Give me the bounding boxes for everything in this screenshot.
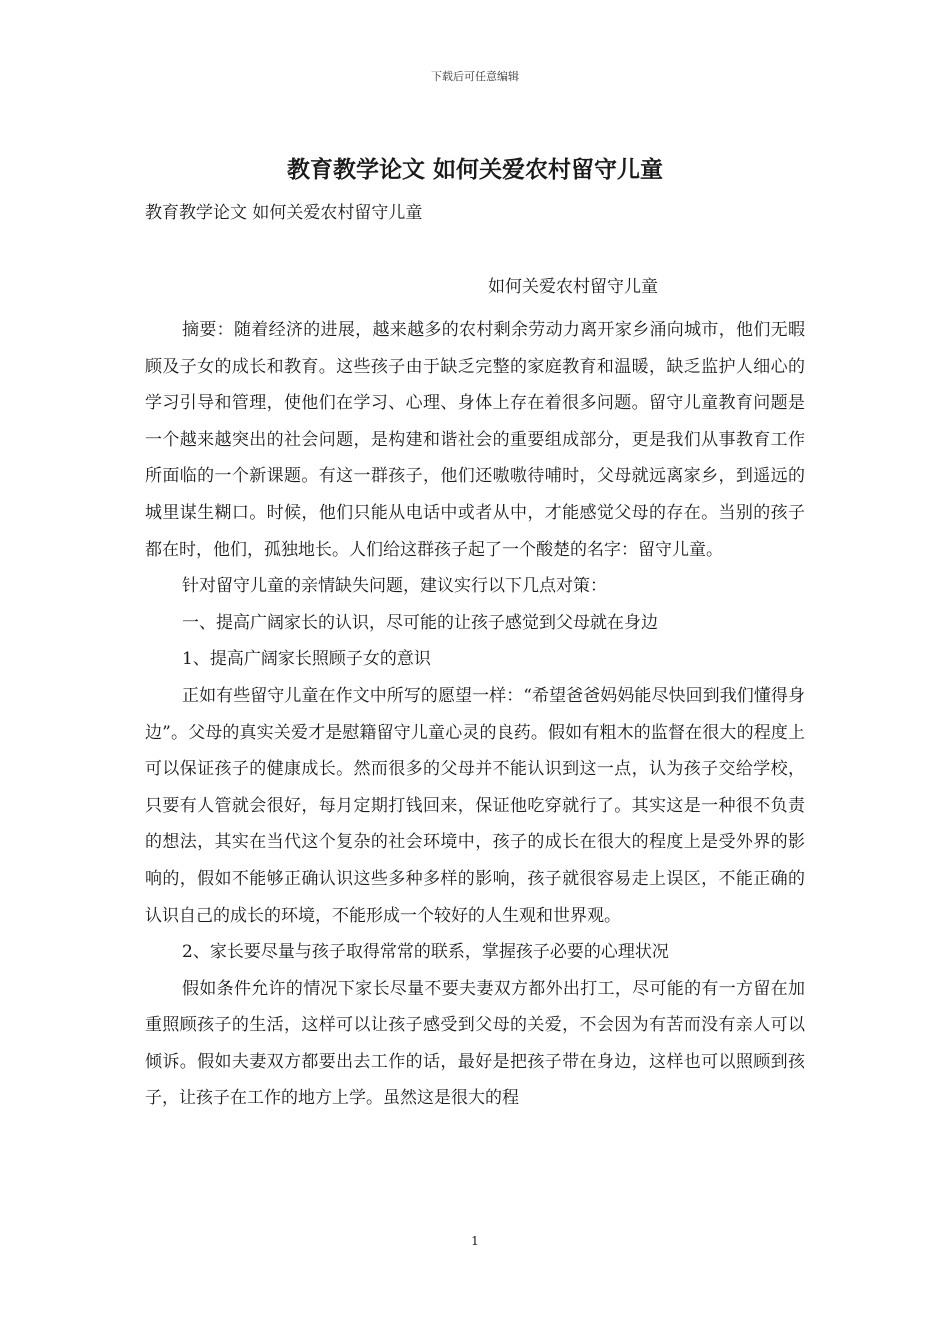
abstract-paragraph: 摘要：随着经济的进展，越来越多的农村剩余劳动力离开家乡涌向城市，他们无暇顾及子女的成长和教育。这些孩子由于缺乏完整的家庭教育和温暖，缺乏监护人细心的学习引导和管理，使他们在学习、心理、身体上存在着很多问题。留守儿童教育问题是一个越来越突出的社会问题，是构建和谐社会的重要组成部分，更是我们从事教育工作所面临的一个新课题。有这一群孩子，他们还嗷嗷待哺时，父母就远离家乡，到遥远的城里谋生糊口。时候，他们只能从电话中或者从中，才能感觉父母的存在。当别的孩子都在时，他们，孤独地长。人们给这群孩子起了一个酸楚的名字：留守儿童。 xyxy=(145,320,805,560)
header-note: 下载后可任意编辑 xyxy=(431,70,519,83)
document-subtitle: 教育教学论文 如何关爱农村留守儿童 xyxy=(145,203,423,223)
measures-intro-paragraph: 针对留守儿童的亲情缺失问题，建议实行以下几点对策： xyxy=(182,576,607,597)
article-body xyxy=(145,312,805,1117)
page-number: 1 xyxy=(471,1234,479,1248)
document-title: 教育教学论文 如何关爱农村留守儿童 xyxy=(286,156,663,183)
body-paragraph: 正如有些留守儿童在作文中所写的愿望一样：“希望爸爸妈妈能尽快回到我们懂得身边”。父母的真实关爱才是慰籍留守儿童心灵的良药。假如有粗木的监督在很大的程度上可以保证孩子的健康成长。然而很多的父母并不能认识到这一点，认为孩子交给学校，只要有人管就会很好，每月定期打钱回来，保证他吃穿就行了。其实这是一种很不负责的想法，其实在当代这个复杂的社会环境中，孩子的成长在很大的程度上是受外界的影响的，假如不能够正确认识这些多种多样的影响，孩子就很容易走上误区，不能正确的认识自己的成长的环境，不能形成一个较好的人生观和世界观。 xyxy=(145,685,805,926)
section-heading-1: 一、提高广阔家长的认识，尽可能的让孩子感觉到父母就在身边 xyxy=(182,612,658,633)
subsection-heading-1: 1、提高广阔家长照顾子女的意识 xyxy=(182,649,431,670)
subsection-heading-2: 2、家长要尽量与孩子取得常常的联系，掌握孩子必要的心理状况 xyxy=(182,942,669,963)
body-paragraph: 假如条件允许的情况下家长尽量不要夫妻双方都外出打工，尽可能的有一方留在加重照顾孩子的生活，这样可以让孩子感受到父母的关爱，不会因为有苦而没有亲人可以倾诉。假如夫妻双方都要出去工作的话，最好是把孩子带在身边，这样也可以照顾到孩子，让孩子在工作的地方上学。虽然这是很大的程 xyxy=(145,978,805,1109)
article-heading: 如何关爱农村留守儿童 xyxy=(488,277,658,297)
